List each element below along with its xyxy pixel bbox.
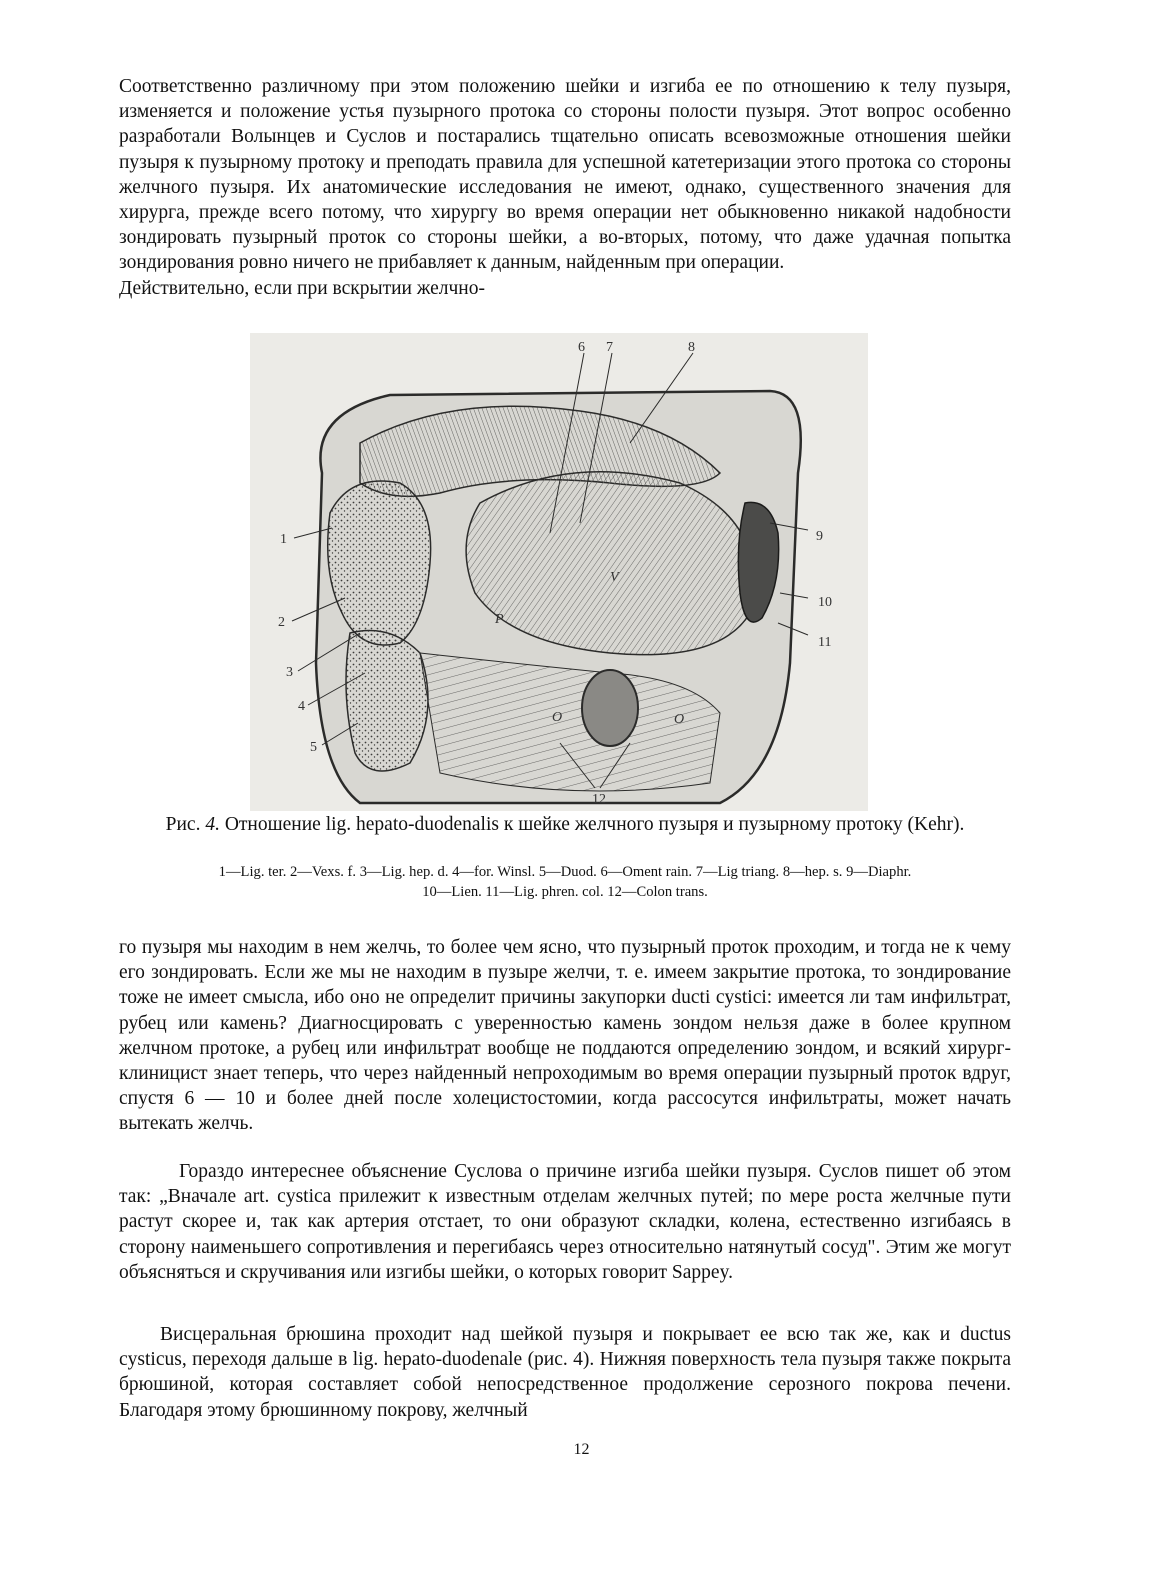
figure-legend xyxy=(112,862,1018,902)
figure-label-4: 4 xyxy=(298,699,305,714)
caption-text: Отношение lig. hepato-duodenalis к шейке желчного пузыря и пузырному протоку (Kehr). xyxy=(219,814,965,835)
figure-label-10: 10 xyxy=(818,595,832,610)
figure-label-5: 5 xyxy=(310,740,317,755)
page-number: 12 xyxy=(573,1441,590,1458)
anatomical-illustration xyxy=(250,333,868,811)
figure-letter-p: P xyxy=(495,612,504,627)
figure-label-8: 8 xyxy=(688,340,695,355)
figure-label-1: 1 xyxy=(280,532,287,547)
figure-label-9: 9 xyxy=(816,529,823,544)
paragraph-4: Висцеральная брюшина проходит над шейкой пузыря и покрывает ее всю так же, как и ductus cysticus, переходя дальше в lig. hepato-duodenale (рис. 4). Нижняя поверхность тела пузыря также покрыта брюшиной, которая составляет собой непосредственное продолжение серозного покрова печени. Благодаря этому брюшинному покрову, желчный xyxy=(119,1324,1011,1421)
figure-letter-v: V xyxy=(610,570,619,585)
paragraph-1-body: Соответственно различному при этом положению шейки и изгиба ее по отношению к телу пузыря, изменяется и положение устья пузырного протока со стороны полости пузыря. Этот вопрос особенно разработали Волынцев и Суслов и постарались тщательно описать всевозможные отношения шейки пузыря к пузырному протоку и преподать правила для успешной катетеризации этого протока со стороны желчного пузыря. Их анатомические исследования не имеют, однако, существенного значения для хирурга, прежде всего потому, что хирургу во время операции нет обыкновенно никакой надобности зондировать пузырный проток со стороны шейки, а во-вторых, потому, что даже удачная попытка зондирования ровно ничего не прибавляет к данным, найденным при операции. xyxy=(119,76,1011,274)
figure-letter-o-left: O xyxy=(552,710,563,725)
caption-number: 4. xyxy=(205,814,220,835)
duodenum-shape xyxy=(346,631,428,772)
figure-letter-o-right: O xyxy=(674,712,685,727)
colon-opening-shape xyxy=(582,670,638,746)
paragraph-3: Гораздо интереснее объяснение Суслова о причине изгиба шейки пузыря. Суслов пишет об этом так: „Вначале art. cystica прилежит к известным отделам желчных путей; по мере роста желчные пути растут скорее и, так как артерия отстает, то они образуют складки, колена, естественно изгибаясь в сторону наименьшего сопротивления и перегибаясь через относительно натянутый сосуд". Этим же могут объясняться и скручивания или изгибы шейки, о которых говорит Sappey. xyxy=(119,1161,1011,1283)
legend-line-2: 10—Lien. 11—Lig. phren. col. 12—Colon trans. xyxy=(422,884,708,900)
figure-label-2: 2 xyxy=(278,615,285,630)
paragraph-1-last-line: Действительно, если при вскрытии желчно- xyxy=(119,277,485,299)
anatomical-figure xyxy=(250,333,868,811)
figure-label-12: 12 xyxy=(592,792,606,807)
caption-prefix: Рис. xyxy=(165,814,206,835)
figure-caption xyxy=(119,812,1011,837)
figure-label-3: 3 xyxy=(286,665,293,680)
figure-label-7: 7 xyxy=(606,340,613,355)
figure-label-11: 11 xyxy=(818,635,832,650)
paragraph-2: го пузыря мы находим в нем желчь, то более чем ясно, что пузырный проток проходим, и тогда не к чему его зондировать. Если же мы не находим в пузыре желчи, т. е. имеем закрытие протока, то зондирование тоже не имеет смысла, ибо оно не определит причины закупорки ducti cystici: имеется ли там инфильтрат, рубец или камень? Диагносцировать с уверенностью камень зондом нельзя даже в более крупном желчном протоке, а рубец или инфильтрат вообще не поддаются определению зондом, и всякий хирург-клиницист знает теперь, что через найденный непроходимым во время операции пузырный проток вдруг, спустя 6 — 10 и более дней после холецистостомии, когда рассосутся инфильтраты, может начать вытекать желчь. xyxy=(119,937,1011,1135)
legend-line-1: 1—Lig. ter. 2—Vexs. f. 3—Lig. hep. d. 4—for. Winsl. 5—Duod. 6—Oment rain. 7—Lig triang. 8—hep. s. 9—Diaphr. xyxy=(218,864,912,880)
figure-label-6: 6 xyxy=(578,340,585,355)
paragraph-1 xyxy=(119,74,1011,301)
